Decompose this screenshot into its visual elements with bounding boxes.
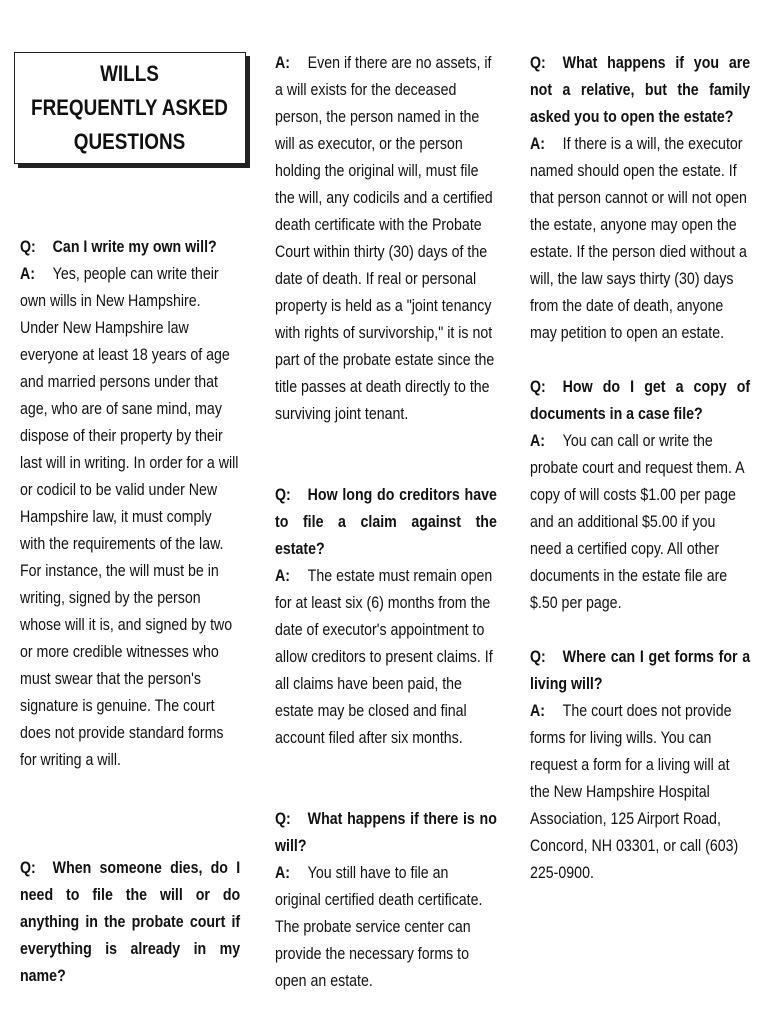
column-3 (530, 50, 750, 887)
title-line-1: WILLS (100, 61, 160, 86)
faq-item-creditors (275, 482, 497, 752)
faq-question: Q: When someone dies, do I need to file the will or do anything in the probate court if everything is already in my name? (20, 855, 240, 990)
faq-item-file-will (20, 855, 240, 990)
title-box (14, 52, 246, 164)
question-marker: Q: (530, 648, 546, 666)
document-title (32, 57, 229, 159)
faq-answer: A: The court does not provide forms for living wills. You can request a form for a living will at the New Hampshire Hospital Association, 125 Airport Road, Concord, NH 03301, or call (603) 225-0900. (530, 698, 750, 887)
question-marker: Q: (275, 810, 291, 828)
question-marker: Q: (20, 859, 36, 877)
question-marker: Q: (275, 486, 291, 504)
faq-answer: A: The estate must remain open for at least six (6) months from the date of executor's appointment to allow creditors to present claims. If all claims have been paid, the estate may be closed and final account filed after six months. (275, 563, 497, 752)
answer-marker: A: (530, 432, 545, 450)
faq-answer: A: You can call or write the probate court and request them. A copy of will costs $1.00 per page and an additional $5.00 if you need a certified copy. All other documents in the estate file are $.50 per page. (530, 428, 750, 617)
faq-answer: A: You still have to file an original certified death certificate. The probate service center can provide the necessary forms to open an estate. (275, 860, 497, 995)
faq-item-copy-documents (530, 374, 750, 617)
faq-answer-file-will (275, 50, 497, 428)
faq-question: Q: Can I write my own will? (20, 234, 240, 261)
answer-marker: A: (275, 864, 290, 882)
answer-marker: A: (20, 265, 35, 283)
faq-question: Q: How do I get a copy of documents in a case file? (530, 374, 750, 428)
faq-question: Q: What happens if there is no will? (275, 806, 497, 860)
answer-marker: A: (530, 135, 545, 153)
question-marker: Q: (530, 378, 546, 396)
answer-marker: A: (275, 54, 290, 72)
faq-question: Q: How long do creditors have to file a claim against the estate? (275, 482, 497, 563)
faq-answer: A: Even if there are no assets, if a will exists for the deceased person, the person named in the will as executor, or the person holding the original will, must file the will, any codicils and a certified death certificate with the Probate Court within thirty (30) days of the date of death. If real or personal property is held as a "joint tenancy with rights of survivorship," it is not part of the probate estate since the title passes at death directly to the surviving joint tenant. (275, 50, 497, 428)
faq-item-living-will (530, 644, 750, 887)
faq-item-write-own-will (20, 234, 240, 774)
faq-answer: A: Yes, people can write their own wills in New Hampshire. Under New Hampshire law everyone at least 18 years of age and married persons under that age, who are of sane mind, may dispose of their property by their last will in writing. In order for a will or codicil to be valid under New Hampshire law, it must comply with the requirements of the law. For instance, the will must be in writing, signed by the person whose will it is, and signed by two or more credible witnesses who must swear that the person's signature is genuine. The court does not provide standard forms for writing a will. (20, 261, 240, 774)
question-marker: Q: (20, 238, 36, 256)
question-marker: Q: (530, 54, 546, 72)
answer-marker: A: (275, 567, 290, 585)
column-1 (20, 234, 240, 990)
faq-answer: A: If there is a will, the executor named should open the estate. If that person cannot or will not open the estate, anyone may open the estate. If the person died without a will, the law says thirty (30) days from the date of death, anyone may petition to open an estate. (530, 131, 750, 347)
faq-question: Q: Where can I get forms for a living will? (530, 644, 750, 698)
answer-marker: A: (530, 702, 545, 720)
title-line-2: FREQUENTLY ASKED (31, 95, 229, 120)
faq-item-not-relative (530, 50, 750, 347)
column-2 (275, 50, 497, 995)
title-line-3: QUESTIONS (74, 129, 186, 154)
faq-question: Q: What happens if you are not a relative, but the family asked you to open the estate? (530, 50, 750, 131)
faq-item-no-will (275, 806, 497, 995)
